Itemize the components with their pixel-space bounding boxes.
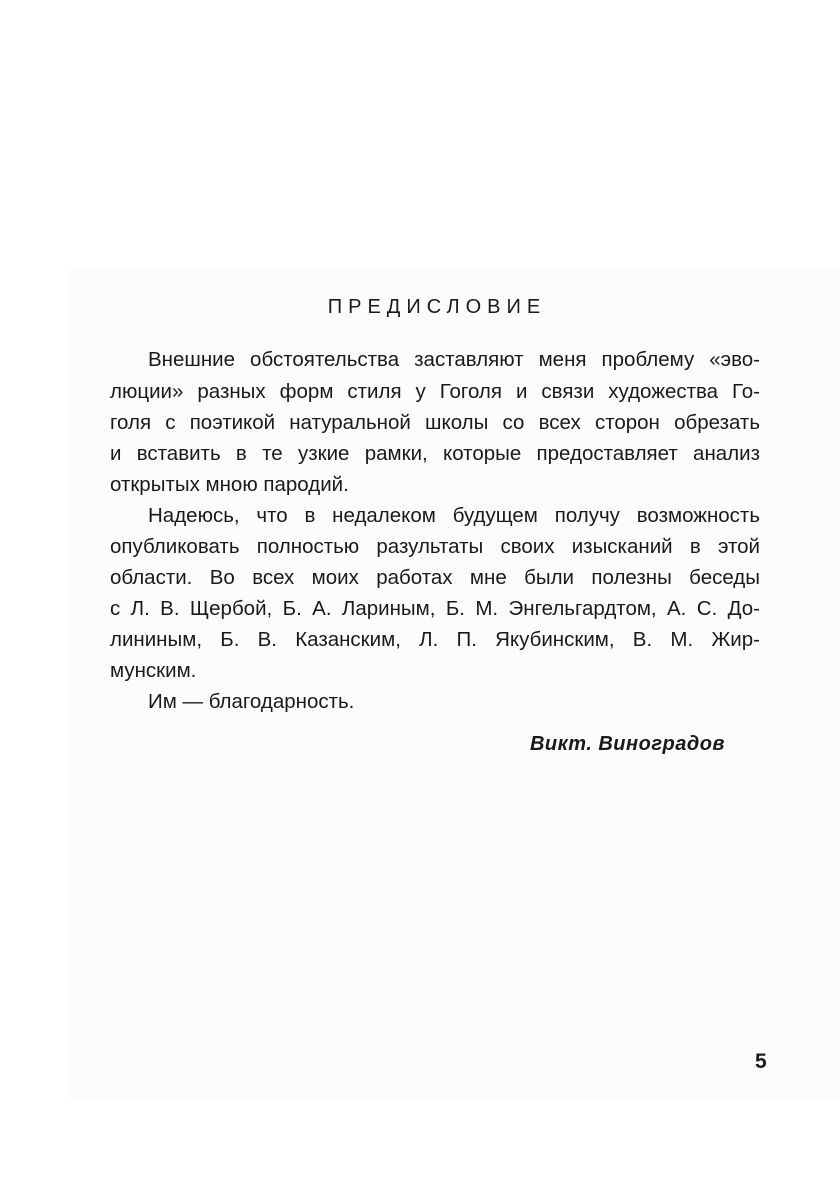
author-signature: Викт. Виноградов	[529, 733, 725, 755]
paragraph-2-line-4: с Л. В. Щербой, Б. А. Лариным, Б. М. Энгельгардтом, А. С. До-	[110, 597, 760, 620]
paragraph-2-line-1: Надеюсь, что в недалеком будущем получу возможность	[148, 504, 760, 527]
paragraph-1-line-1: Внешние обстоятельства заставляют меня проблему «эво-	[148, 348, 760, 371]
paragraph-1-line-2: люции» разных форм стиля у Гоголя и связи художества Го-	[110, 380, 760, 403]
paragraph-1-line-5: открытых мною пародий.	[110, 473, 349, 496]
paragraph-3-line-1: Им — благодарность.	[148, 690, 355, 713]
paragraph-2-line-2: опубликовать полностью разультаты своих изысканий в этой	[110, 535, 760, 558]
page-title: ПРЕДИСЛОВИЕ	[327, 296, 547, 318]
paragraph-2-line-5: лининым, Б. В. Казанским, Л. П. Якубинским, В. М. Жир-	[110, 628, 760, 651]
paragraph-2-line-6: мунским.	[110, 659, 197, 682]
paragraph-1-line-4: и вставить в те узкие рамки, которые предоставляет анализ	[110, 442, 760, 465]
paragraph-2-line-3: области. Во всех моих работах мне были полезны беседы	[110, 566, 760, 589]
paragraph-1-line-3: голя с поэтикой натуральной школы со всех сторон обрезать	[110, 411, 760, 434]
page-number: 5	[755, 1050, 767, 1073]
